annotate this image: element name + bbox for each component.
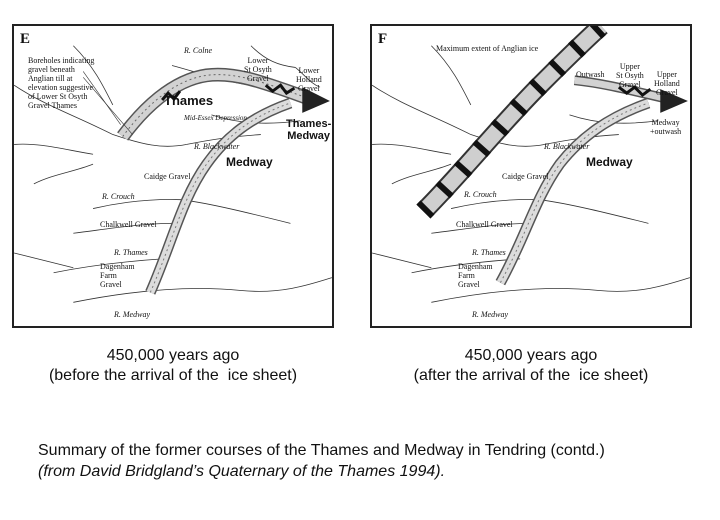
ice-extent-label: Maximum extent of Anglian ice (436, 44, 539, 53)
f-medway-label: Medway (586, 155, 633, 169)
blackwater-label: R. Blackwater (194, 142, 240, 151)
lower-holland-label: Lower Holland Gravel (296, 66, 322, 93)
map-e-before-ice (12, 24, 334, 328)
caption-f-line2: (after the arrival of the ice sheet) (413, 367, 649, 384)
caption-f (370, 346, 692, 386)
lower-st-osyth-label: Lower St Osyth Gravel (244, 56, 272, 83)
f-r-medway-label: R. Medway (472, 310, 508, 319)
summary-source: (from David Bridgland’s Quaternary of the Thames 1994). (38, 463, 446, 480)
thames-medway-label: Thames- Medway (286, 118, 332, 142)
caption-e (12, 346, 334, 386)
caidge-gravel-label: Caidge Gravel (144, 172, 191, 181)
summary-text (38, 440, 605, 482)
map-e-letter: E (20, 31, 31, 47)
upper-holland-label: Upper Holland Gravel (654, 70, 680, 97)
mid-essex-label: Mid-Essex Depression (184, 114, 247, 122)
map-f-ice-margin (423, 26, 601, 212)
caption-e-line2: (before the arrival of the ice sheet) (48, 367, 298, 384)
boreholes-note: Boreholes indicating gravel beneath Anglian till at elevation suggestive of Lower St Osyth Gravel Thames (28, 56, 95, 110)
map-f-letter: F (378, 31, 388, 47)
caption-f-line1: 450,000 years ago (464, 347, 598, 364)
caption-e-line1: 450,000 years ago (106, 347, 240, 364)
medway-outwash-label: Medway +outwash (650, 118, 682, 136)
f-dagenham-label: Dagenham Farm Gravel (458, 262, 493, 289)
outwash-label: Outwash (576, 70, 605, 79)
map-e-medway-channel (150, 103, 290, 292)
summary-line1: Summary of the former courses of the Thames and Medway in Tendring (contd.) (38, 442, 605, 459)
f-crouch-label: R. Crouch (464, 190, 497, 199)
r-medway-label: R. Medway (114, 310, 150, 319)
f-blackwater-label: R. Blackwater (544, 142, 590, 151)
r-thames-label: R. Thames (114, 248, 148, 257)
map-f-medway-channel (500, 103, 648, 283)
chalkwell-gravel-label: Chalkwell Gravel (100, 220, 157, 229)
medway-label: Medway (226, 155, 273, 169)
f-chalkwell-gravel-label: Chalkwell Gravel (456, 220, 513, 229)
thames-label: Thames (164, 93, 214, 108)
crouch-label: R. Crouch (102, 192, 135, 201)
upper-st-osyth-label: Upper St Osyth Gravel (616, 62, 644, 89)
map-f-after-ice (370, 24, 692, 328)
colne-label: R. Colne (184, 46, 212, 55)
f-caidge-gravel-label: Caidge Gravel (502, 172, 549, 181)
dagenham-label: Dagenham Farm Gravel (100, 262, 135, 289)
f-r-thames-label: R. Thames (472, 248, 506, 257)
